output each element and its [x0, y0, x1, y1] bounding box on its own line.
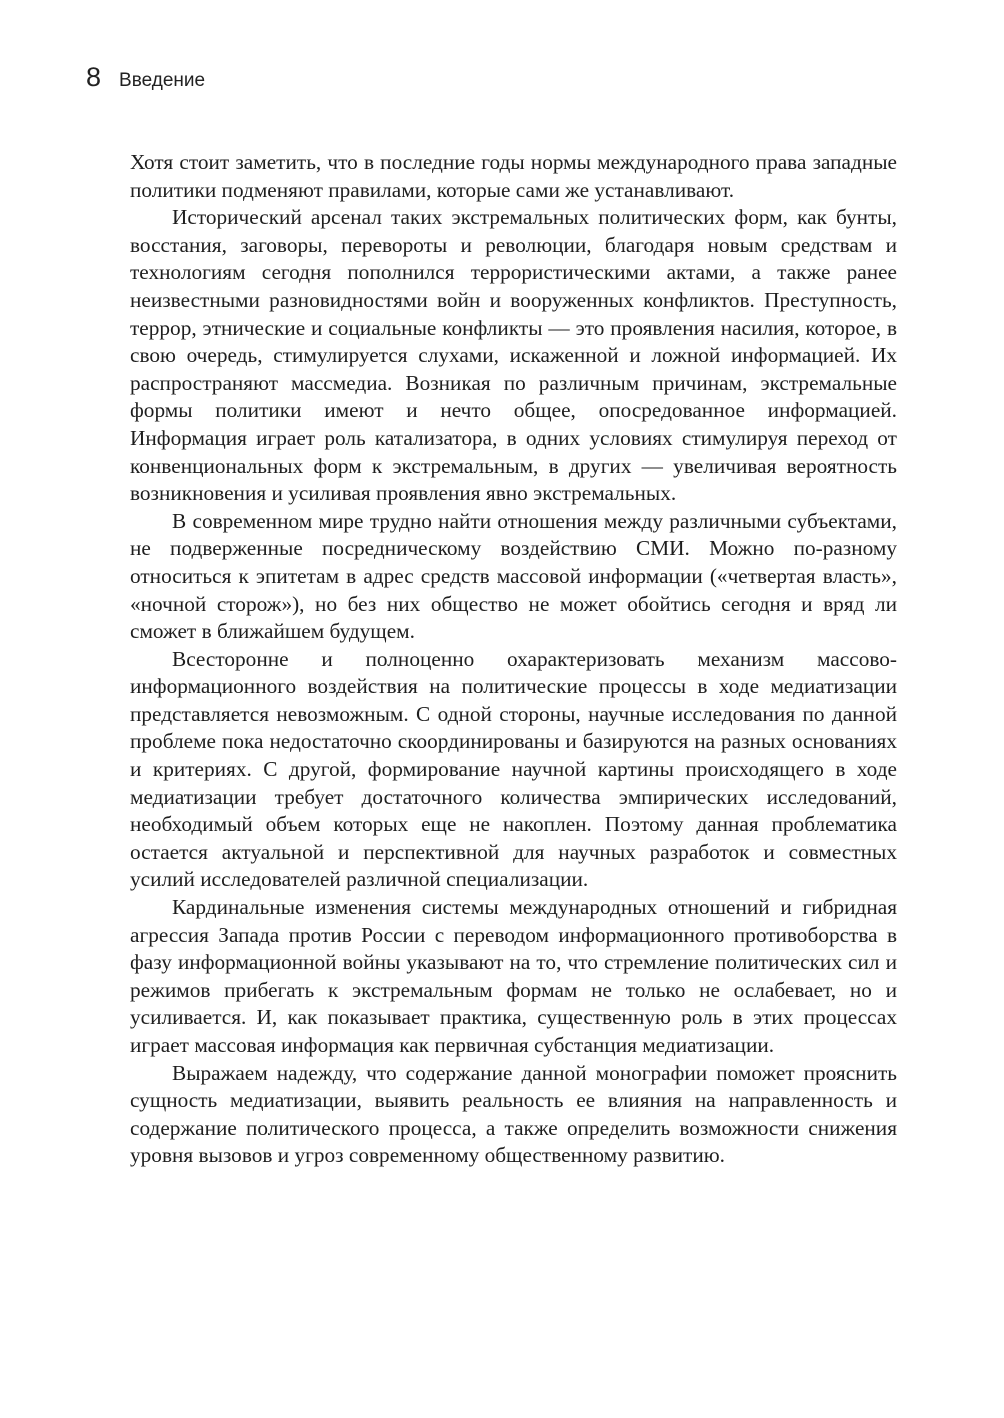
paragraph-continuation: Хотя стоит заметить, что в последние годы нормы международного права западные политики подменяют правилами, которые сами же устанавливают.: [130, 150, 897, 202]
body-text: [130, 149, 897, 1170]
paragraph-research-state: Всесторонне и полноценно охарактеризовать механизм массово-информационного воздействия на политические процессы в ходе медиатизации представляется невозможным. С одной стороны, научные исследования по данной проблеме пока недостаточно скоординированы и базируются на разных основаниях и критериях. С другой, формирование научной картины происходящего в ходе медиатизации требует достаточного количества эмпирических исследований, необходимый объем которых еще не накоплен. Поэтому данная проблематика остается актуальной и перспективной для научных разработок и совместных усилий исследователей различной специализации.: [130, 646, 897, 892]
paragraph-conclusion: Выражаем надежду, что содержание данной монографии поможет прояснить сущность медиатизации, выявить реальность ее влияния на направленность и содержание политического процесса, а также определить возможности снижения уровня вызовов и угроз современному общественному развитию.: [130, 1060, 897, 1168]
paragraph-hybrid-aggression: Кардинальные изменения системы международных отношений и гибридная агрессия Запада против России с переводом информационного противоборства в фазу информационной войны указывают на то, что стремление политических сил и режимов прибегать к экстремальным формам не только не ослабевает, но и усиливается. И, как показывает практика, существенную роль в этих процессах играет массовая информация как первичная субстанция медиатизации.: [130, 895, 897, 1057]
section-title: Введение: [119, 70, 206, 91]
paragraph-extreme-forms: Исторический арсенал таких экстремальных политических форм, как бунты, восстания, заговоры, перевороты и революции, благодаря новым средствам и технологиям сегодня пополнился террористическими актами, а также ранее неизвестными разновидностями войн и вооруженных конфликтов. Преступность, террор, этнические и социальные конфликты — это проявления насилия, которое, в свою очередь, стимулируется слухами, искаженной и ложной информацией. Их распространяют массмедиа. Возникая по различным причинам, экстремальные формы политики имеют и нечто общее, опосредованное информацией. Информация играет роль катализатора, в одних условиях стимулируя переход от конвенциональных форм к экстремальным, в других — увеличивая вероятность возникновения и усиливая проявления явно экстремальных.: [130, 205, 897, 506]
running-head: [86, 62, 205, 93]
paragraph-mass-media-role: В современном мире трудно найти отношения между различными субъектами, не подверженные посредническому воздействию СМИ. Можно по-разному относиться к эпитетам в адрес средств массовой информации («четвертая власть», «ночной сторож»), но без них общество не может обойтись сегодня и вряд ли сможет в ближайшем будущем.: [130, 508, 897, 644]
page-number: 8: [86, 62, 102, 92]
